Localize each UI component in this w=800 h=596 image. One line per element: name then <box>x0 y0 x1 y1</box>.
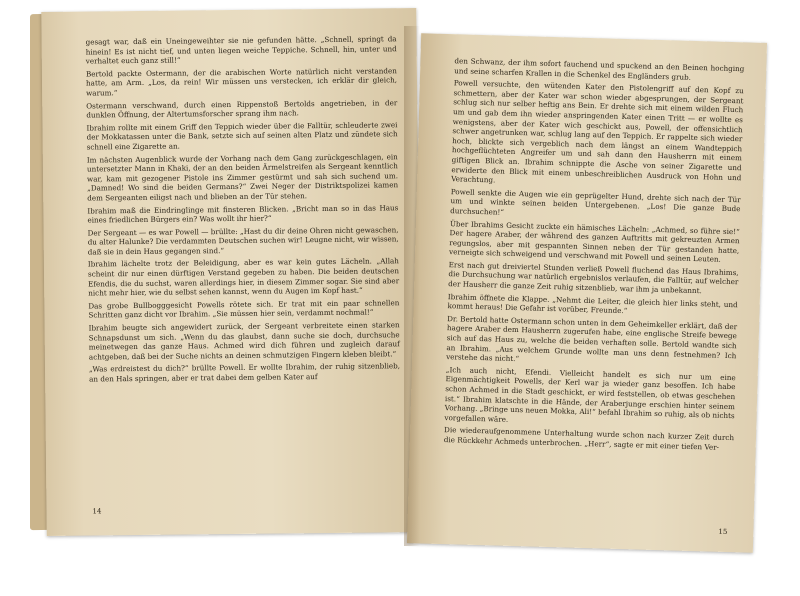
paragraph: Der Sergeant — es war Powell — brüllte: „Hast du dir deine Ohren nicht gewaschen, du alter Halunke? Die verdammten Deutschen suchen wir! Leugne nicht, wir wissen, daß sie in dein Haus gegangen sind.“ <box>87 224 399 257</box>
paragraph: Dr. Bertold hatte Ostermann schon unten in dem Geheimkeller erklärt, daß der hagere Araber dem Hausherrn zugerufen habe, eine englische Streife bewege sich auf das Haus zu, welche die beiden verhaften solle. Bertold wandte sich an Ibrahim. „Aus welchem Grunde wollte man uns denn festnehmen? Ich verstehe das nicht.“ <box>446 313 738 364</box>
paragraph: Die wiederaufgenommene Unterhaltung wurde schon nach kurzer Zeit durch die Rückkehr Achmeds unterbrochen. „Herr“, sagte er mit einer tiefen Ver- <box>443 425 735 452</box>
paragraph: Im nächsten Augenblick wurde der Vorhang nach dem Gang zurückgeschlagen, ein untersetzter Mann in Khaki, der an den beiden Ärmelstreifen als Sergeant kenntlich war, kam mit gezogener Pistole ins Zimmer gestürmt und sah sich suchend um. „Damned! Wo sind die beiden Germans?“ Zwei Neger der Distriktspolizei kamen dem Sergeanten eiligst nach und blieben an der Tür stehen. <box>86 151 399 203</box>
paragraph: Bertold packte Ostermann, der die arabischen Worte natürlich nicht verstanden hatte, am Arm. „Los, da rein! Wir müssen uns verstecken, ich erklär dir gleich, warum.“ <box>85 66 398 98</box>
paragraph: Ibrahim rollte mit einem Griff den Teppich wieder über die Falltür, schleuderte zwei der Mokkatassen unter die Bank, setzte sich auf seinen alten Platz und zündete sich schnell eine Zigarette an. <box>86 120 398 152</box>
paragraph: „Was erdreistest du dich?“ brüllte Powell. Er wollte Ibrahim, der ruhig sitzenblieb, an den Hals springen, aber er trat dabei dem gelben Kater auf <box>88 361 401 384</box>
page-number: 15 <box>718 527 728 537</box>
paragraph: Ibrahim maß die Eindringlinge mit finsteren Blicken. „Bricht man so in das Haus eines friedlichen Bürgers ein? Was wollt ihr hier?“ <box>87 202 399 225</box>
paragraph: Das grobe Bullbogggesicht Powells rötete sich. Er trat mit ein paar schnellen Schritten ganz dicht vor Ibrahim. „Sie müssen hier sein, verdammt nochmal!“ <box>88 298 400 320</box>
paragraph: Powell versuchte, den wütenden Kater den Pistolengriff auf den Kopf zu schmettern, aber der Kater war schon wieder abgesprungen, der Sergeant schlug sich nur selber heftig ans Bein. Er drehte sich mit einem wilden Fluch um und gab dem ihn wieder anspringenden Kater einen Tritt — er wollte es wenigstens, aber der Kater wich geschickt aus, Powell, der offensichtlich schwer angetrunken war, schlug lang auf den Teppich. Er rappelte sich wieder hoch, blickte sich vergeblich nach dem längst an einem Wandteppich hochgeflüchteten Angreifer um und sah dann den Hausherrn mit einem giftigen Blick an. Ibrahim schnippte die Asche von seiner Zigarette und erwiderte den Blick mit einem unbeschreiblichen Ausdruck von Hohn und Verachtung. <box>451 78 744 185</box>
paragraph: den Schwanz, der ihm sofort fauchend und spuckend an den Beinen hochging und seine scharfen Krallen in die Schenkel des Engländers grub. <box>454 56 745 82</box>
paragraph: gesagt war, daß ein Uneingeweihter sie nie gefunden hätte. „Schnell, springt da hinein! Es ist nicht tief, und unten liegen weiche Teppiche. Schnell, hin, unter und verhaltet euch ganz still!“ <box>85 34 397 66</box>
paragraph: Powell senkte die Augen wie ein geprügelter Hund, drehte sich nach der Tür um und winkte seinen beiden Untergebenen. „Los! Die ganze Bude durchsuchen!“ <box>450 186 741 217</box>
left-page-text <box>86 34 401 384</box>
right-page <box>407 33 767 552</box>
right-page-text <box>444 56 745 453</box>
paragraph: Ibrahim beugte sich angewidert zurück, der Sergeant verbreitete einen starken Schnapsdunst um sich. „Wenn du das glaubst, dann suche sie doch, durchsuche meinetwegen das ganze Haus. Achmed wird dich führen und zugleich darauf achtgeben, daß bei der Suche nichts an deinen schmutzigen Fingern kleben bleibt.“ <box>88 320 400 362</box>
left-page <box>41 8 421 536</box>
paragraph: Ibrahim lächelte trotz der Beleidigung, aber es war kein gutes Lächeln. „Allah scheint dir nur einen dürftigen Verstand gegeben zu haben. Die beiden deutschen Efendis, die du suchst, waren allerdings hier, in diesem Zimmer sogar. Sie sind aber nicht mehr hier, wie du selbst sehen kannst, wenn du Augen im Kopf hast.“ <box>87 256 400 298</box>
paragraph: „Ich auch nicht, Efendi. Vielleicht handelt es sich nur um eine Eigenmächtigkeit Powells, der Kerl war ja wieder ganz besoffen. Ich habe schon Achmed in die Stadt geschickt, er wird feststellen, ob etwas geschehen ist.“ Ibrahim klatschte in die Hände, der Araberjunge erschien hinter seinem Vorhang. „Bringe uns neuen Mokka, Ali!“ befahl Ibrahim so ruhig, als ob nichts vorgefallen wäre. <box>444 364 736 424</box>
paragraph: Ibrahim öffnete die Klappe. „Nehmt die Leiter, die gleich hier links steht, und kommt heraus! Die Gefahr ist vorüber, Freunde.“ <box>447 291 738 316</box>
book-gutter-shadow <box>404 26 420 546</box>
page-number: 14 <box>92 507 102 516</box>
paragraph: Erst nach gut dreiviertel Stunden verließ Powell fluchend das Haus Ibrahims, die Durchsuchung war natürlich ergebnislos verlaufen, die Falltür, auf welcher der Hausherr die ganze Zeit ruhig sitzenblieb, war ihm ja unbekannt. <box>448 260 739 296</box>
paragraph: Über Ibrahims Gesicht zuckte ein hämisches Lächeln: „Achmed, so führe sie!“ Der hagere Araber, der während des ganzen Auftritts mit gekreuzten Armen regungslos, aber mit gespannten Sinnen neben der Tür gestanden hatte, verneigte sich schweigend und verschwand mit Powell und seinen Leuten. <box>448 218 740 265</box>
paragraph: Ostermann verschwand, durch einen Rippenstoß Bertolds angetrieben, in der dunklen Öffnung, der Altertumsforscher sprang ihm nach. <box>86 97 398 120</box>
